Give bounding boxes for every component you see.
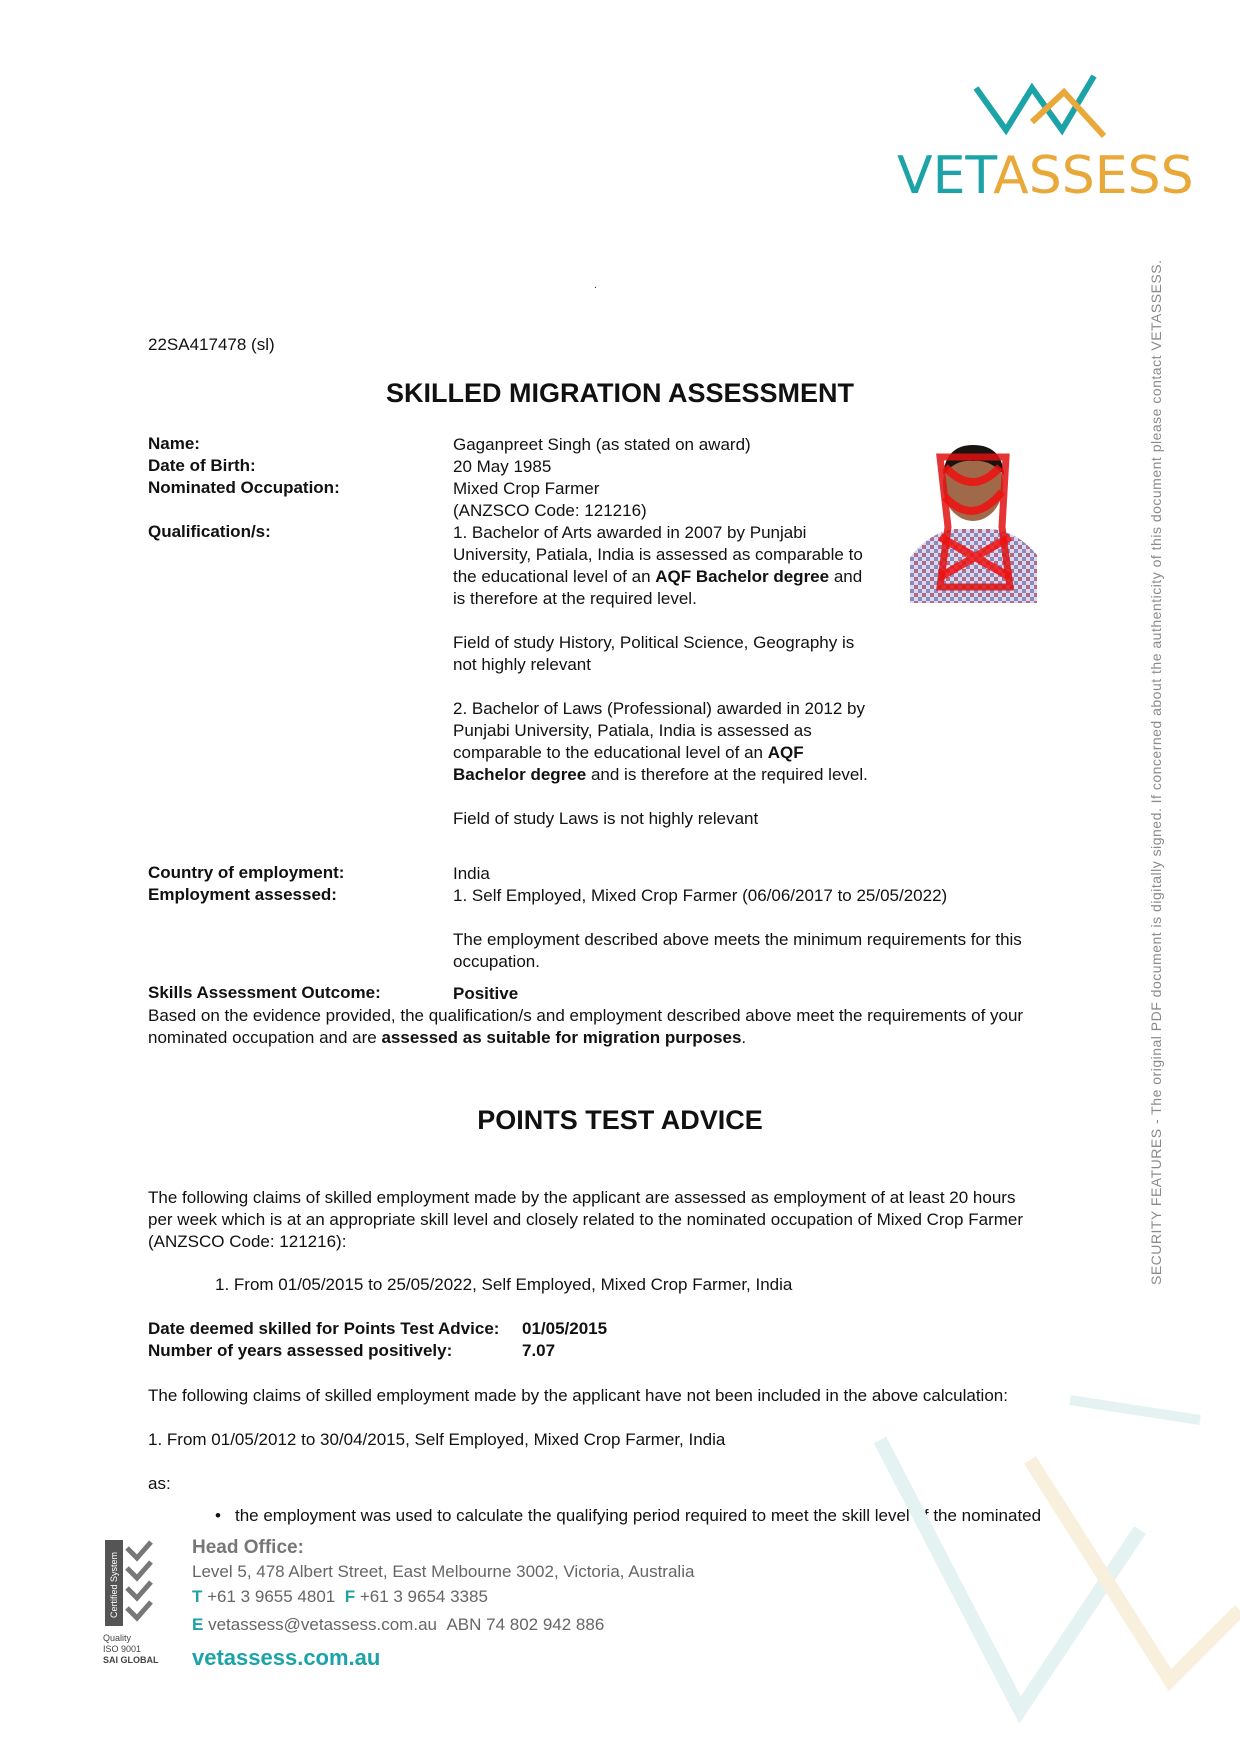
employment-value: 1. Self Employed, Mixed Crop Farmer (06/06/2017 to 25/05/2022)	[453, 886, 948, 905]
security-side-text: SECURITY FEATURES - The original PDF document is digitally signed. If concerned about the authenticity of this document please contact VETASSESS.	[1148, 259, 1164, 1285]
outcome-label: Skills Assessment Outcome:	[148, 983, 381, 1002]
certified-system-icon	[103, 1538, 161, 1628]
qualification-1: 1. Bachelor of Arts awarded in 2007 by Punjabi University, Patiala, India is assessed as comparable to the educational level of an AQF Bachelor degree and is therefore at the required level. Field of study History, Political Science, Geography is not highly relevant 2. Bachelor of Laws (Professional) awarded in 2012 by Punjabi University, Patiala, India is assessed as comparable to the educational level of an AQF Bachelor degree and is therefore at the required level. Field of study Laws is not highly relevant	[453, 523, 868, 828]
country-label: Country of employment:	[148, 863, 345, 882]
deemed-label: Date deemed skilled for Points Test Advice:	[148, 1319, 500, 1338]
footer-phone-fax: T +61 3 9655 4801 F +61 3 9654 3385	[192, 1587, 488, 1606]
applicant-photo	[910, 437, 1037, 603]
dob-value: 20 May 1985	[453, 457, 552, 476]
as-label: as:	[148, 1474, 171, 1493]
country-value: India	[453, 864, 490, 883]
years-value: 7.07	[522, 1341, 556, 1360]
footer-website-link[interactable]: vetassess.com.au	[192, 1645, 381, 1670]
watermark-chevrons	[870, 1380, 1240, 1755]
footer-head-office: Head Office:	[192, 1537, 304, 1558]
occupation-code: (ANZSCO Code: 121216)	[453, 501, 647, 520]
footer-address: Level 5, 478 Albert Street, East Melbourne 3002, Victoria, Australia	[192, 1562, 695, 1581]
vetassess-logo: VETASSESS	[897, 146, 1194, 206]
points-title: POINTS TEST ADVICE	[477, 1105, 763, 1135]
dob-label: Date of Birth:	[148, 456, 256, 475]
footer-email[interactable]: vetassess@vetassess.com.au	[208, 1615, 437, 1634]
footer-email-abn: E vetassess@vetassess.com.au ABN 74 802 942 886	[192, 1615, 605, 1634]
deemed-value: 01/05/2015	[522, 1319, 608, 1338]
page-title: SKILLED MIGRATION ASSESSMENT	[385, 378, 855, 408]
qualifications-label: Qualification/s:	[148, 522, 271, 541]
years-label: Number of years assessed positively:	[148, 1341, 453, 1360]
employment-note: The employment described above meets the minimum requirements for this occupation.	[453, 930, 1022, 971]
occupation-value: Mixed Crop Farmer	[453, 479, 600, 498]
name-value: Gaganpreet Singh (as stated on award)	[453, 435, 751, 454]
excluded-intro: The following claims of skilled employment made by the applicant have not been included in the above calculation:	[148, 1386, 1008, 1405]
vetassess-logo-mark	[970, 70, 1170, 150]
occupation-label: Nominated Occupation:	[148, 478, 340, 497]
points-claim-1: 1. From 01/05/2015 to 25/05/2022, Self Employed, Mixed Crop Farmer, India	[215, 1275, 793, 1294]
separator-dot: .	[594, 280, 597, 291]
svg-text:Certified System: Certified System	[109, 1551, 119, 1618]
excluded-claim-1: 1. From 01/05/2012 to 30/04/2015, Self Employed, Mixed Crop Farmer, India	[148, 1430, 726, 1449]
bullet-icon: •	[215, 1506, 221, 1525]
name-label: Name:	[148, 434, 200, 453]
reference-number: 22SA417478 (sl)	[148, 335, 275, 354]
iso-certification-badge: Certified System Quality ISO 9001 SAI GLOBAL	[103, 1538, 161, 1666]
employment-label: Employment assessed:	[148, 885, 337, 904]
outcome-text: Based on the evidence provided, the qualification/s and employment described above meet the requirements of your nominated occupation and are assessed as suitable for migration purposes.	[148, 1006, 1024, 1047]
outcome-value: Positive	[453, 984, 519, 1003]
points-intro: The following claims of skilled employment made by the applicant are assessed as employment of at least 20 hours per week which is at an appropriate skill level and closely related to the nominated occupation of Mixed Crop Farmer (ANZSCO Code: 121216):	[148, 1188, 1024, 1251]
